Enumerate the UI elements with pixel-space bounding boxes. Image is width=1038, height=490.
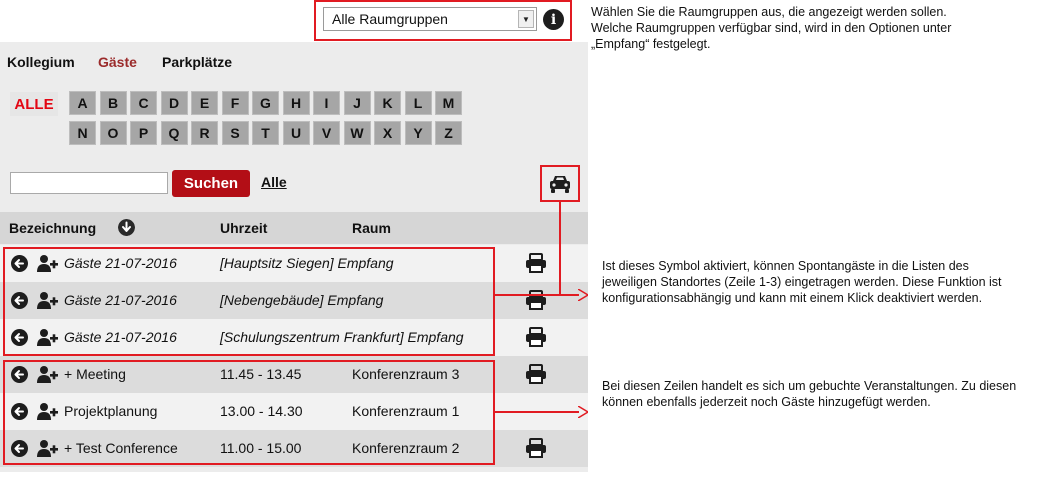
print-icon[interactable] <box>525 290 547 310</box>
search-button[interactable]: Suchen <box>172 170 250 197</box>
row-name: Gäste 21-07-2016 <box>64 255 177 271</box>
chevron-down-icon[interactable]: ▼ <box>518 10 534 28</box>
letter-filter-w[interactable]: W <box>344 121 371 145</box>
letter-filter-j[interactable]: J <box>344 91 371 115</box>
connector-arrowhead <box>578 406 588 418</box>
letter-filter-e[interactable]: E <box>191 91 218 115</box>
table-header <box>0 212 588 244</box>
annotation-note-select: Wählen Sie die Raumgruppen aus, die angezeigt werden sollen. Welche Raumgruppen verfügbar sind, wird in den Optionen unter „Empfang“ festgelegt. <box>591 5 952 51</box>
row-room: [Nebengebäude] Empfang <box>220 292 384 308</box>
connector-line <box>495 411 579 413</box>
row-room: Konferenzraum 1 <box>352 403 460 419</box>
print-icon[interactable] <box>525 364 547 384</box>
letter-filter-i[interactable]: I <box>313 91 340 115</box>
letter-filter <box>0 82 588 152</box>
letter-filter-c[interactable]: C <box>130 91 157 115</box>
letter-filter-t[interactable]: T <box>252 121 279 145</box>
annotation-note-events: Bei diesen Zeilen handelt es sich um gebuchte Veranstaltungen. Zu diesen können ebenfalls jederzeit noch Gäste hinzugefügt werden. <box>602 379 1017 409</box>
show-all-link[interactable]: Alle <box>261 174 287 190</box>
annotation-box-rows-1-3 <box>3 247 495 356</box>
column-header-room: Raum <box>352 220 391 236</box>
connector-arrowhead <box>578 289 588 301</box>
tab-bar <box>0 42 588 82</box>
letter-filter-b[interactable]: B <box>100 91 127 115</box>
info-icon[interactable]: i <box>543 9 564 30</box>
row-time: 11.45 - 13.45 <box>220 366 302 382</box>
letter-filter-r[interactable]: R <box>191 121 218 145</box>
letter-filter-d[interactable]: D <box>161 91 188 115</box>
row-name: Gäste 21-07-2016 <box>64 329 177 345</box>
letter-filter-n[interactable]: N <box>69 121 96 145</box>
letter-filter-q[interactable]: Q <box>161 121 188 145</box>
connector-line <box>559 202 561 295</box>
annotation-box-select <box>314 0 572 41</box>
row-room: [Hauptsitz Siegen] Empfang <box>220 255 394 271</box>
letter-filter-s[interactable]: S <box>222 121 249 145</box>
letter-filter-k[interactable]: K <box>374 91 401 115</box>
tab-parkplaetze[interactable]: Parkplätze <box>162 54 233 70</box>
column-header-time: Uhrzeit <box>220 220 268 236</box>
letter-filter-a[interactable]: A <box>69 91 96 115</box>
row-name: + Test Conference <box>64 440 178 456</box>
print-icon[interactable] <box>525 327 547 347</box>
tab-gaeste[interactable]: Gäste <box>98 54 137 70</box>
connector-line <box>495 294 579 296</box>
letter-filter-all[interactable]: ALLE <box>10 92 58 116</box>
letter-filter-p[interactable]: P <box>130 121 157 145</box>
row-name: + Meeting <box>64 366 126 382</box>
tab-kollegium[interactable]: Kollegium <box>7 54 75 70</box>
annotation-box-events <box>3 360 495 465</box>
row-time: 11.00 - 15.00 <box>220 440 302 456</box>
row-room: Konferenzraum 3 <box>352 366 460 382</box>
letter-filter-x[interactable]: X <box>374 121 401 145</box>
print-icon[interactable] <box>525 253 547 273</box>
letter-filter-o[interactable]: O <box>100 121 127 145</box>
room-group-select-value: Alle Raumgruppen <box>332 11 448 27</box>
letter-filter-z[interactable]: Z <box>435 121 462 145</box>
row-room: [Schulungszentrum Frankfurt] Empfang <box>220 329 464 345</box>
row-time: 13.00 - 14.30 <box>220 403 303 419</box>
letter-filter-l[interactable]: L <box>405 91 432 115</box>
letter-filter-m[interactable]: M <box>435 91 462 115</box>
letter-filter-g[interactable]: G <box>252 91 279 115</box>
search-input[interactable] <box>10 172 168 194</box>
letter-filter-v[interactable]: V <box>313 121 340 145</box>
letter-filter-f[interactable]: F <box>222 91 249 115</box>
letter-filter-h[interactable]: H <box>283 91 310 115</box>
row-name: Projektplanung <box>64 403 158 419</box>
annotation-note-walk-in: Ist dieses Symbol aktiviert, können Spontangäste in die Listen des jeweiligen Standortes (Zeile 1-3) eingetragen werden. Diese Funktion ist konfigurationsabhängig und kann mit einem Klick deaktiviert werden. <box>602 259 1002 305</box>
annotation-box-car <box>540 165 580 202</box>
row-room: Konferenzraum 2 <box>352 440 460 456</box>
print-icon[interactable] <box>525 438 547 458</box>
column-header-name[interactable]: Bezeichnung <box>9 220 97 236</box>
sort-down-icon[interactable] <box>118 219 135 236</box>
row-name: Gäste 21-07-2016 <box>64 292 177 308</box>
letter-filter-u[interactable]: U <box>283 121 310 145</box>
letter-filter-y[interactable]: Y <box>405 121 432 145</box>
